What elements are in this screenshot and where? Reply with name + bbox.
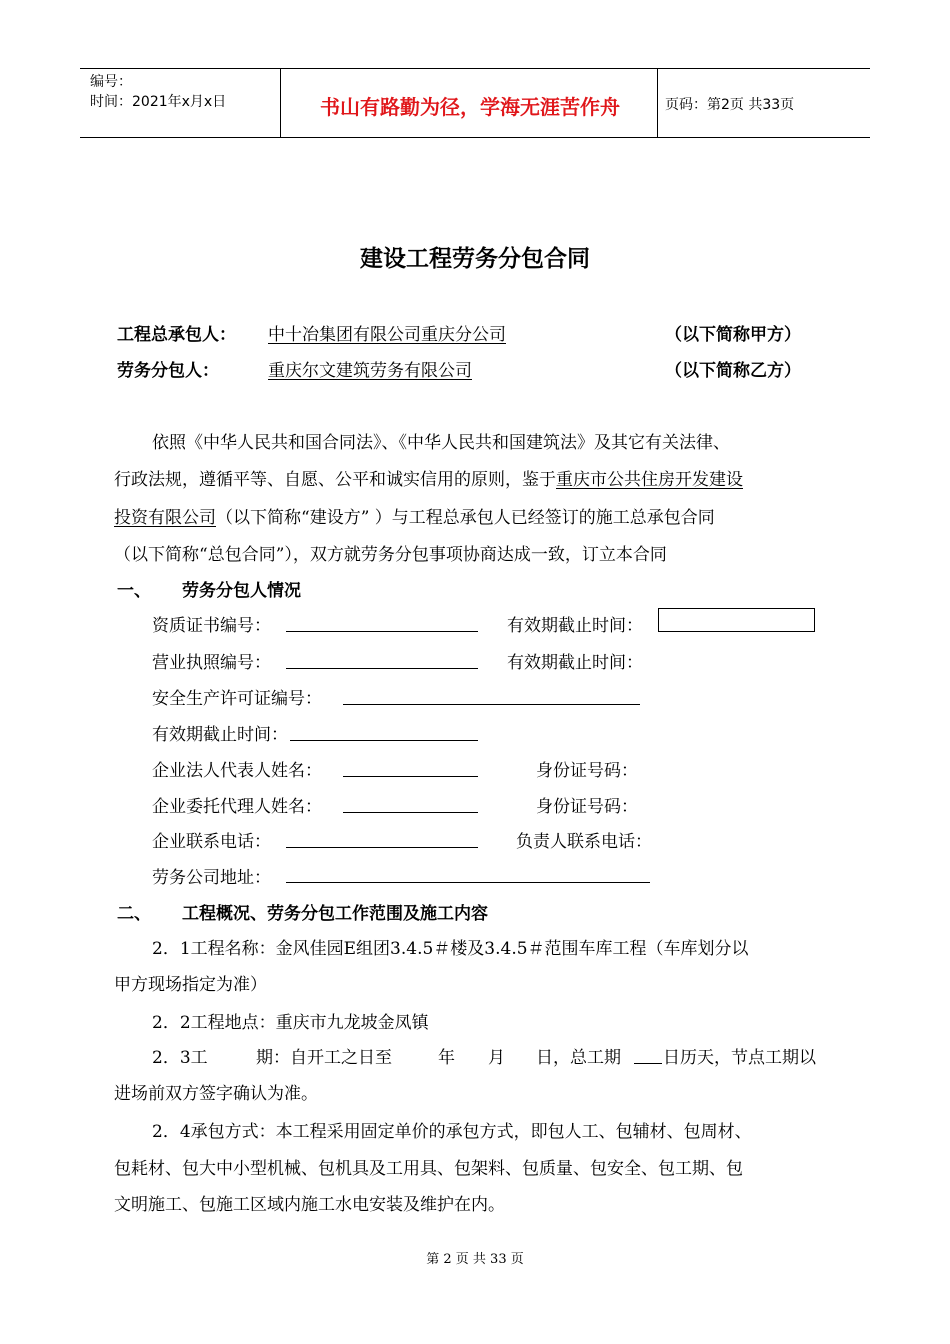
- legal-rep-id-label: 身份证号码：: [536, 761, 638, 781]
- agent-blank[interactable]: [343, 812, 478, 813]
- phone-blank[interactable]: [286, 847, 478, 848]
- total-days-blank[interactable]: [634, 1063, 662, 1064]
- section1-title: 劳务分包人情况: [182, 581, 301, 601]
- intro-text: 行政法规，遵循平等、自愿、公平和诚实信用的原则，鉴于: [114, 470, 556, 490]
- agent-label: 企业委托代理人姓名：: [152, 797, 322, 817]
- intro-line-2: [114, 465, 743, 490]
- party-a-label: 工程总承包人：: [117, 325, 236, 345]
- date-label: 时间：2021年x月x日: [90, 94, 227, 110]
- header-divider: [280, 69, 281, 137]
- cert-no-blank[interactable]: [286, 631, 478, 632]
- header-page-info: 页码：第2页 共33页: [665, 97, 795, 113]
- header-motto: 书山有路勤为径，学海无涯苦作舟: [320, 95, 620, 119]
- address-blank[interactable]: [286, 882, 650, 883]
- clause-2-3-rest: 日，总工期: [536, 1048, 621, 1068]
- clause-2-3-text: 期：自开工之日至: [256, 1048, 392, 1068]
- document-title: 建设工程劳务分包合同: [360, 245, 590, 272]
- clause-2-1-line1: 2．1工程名称：金风佳园E组团3.4.5＃楼及3.4.5＃范围车库工程（车库划分以: [152, 939, 749, 959]
- section1-number: 一、: [117, 581, 151, 601]
- license-expiry-label: 有效期截止时间：: [507, 653, 643, 673]
- party-b-alias: （以下简称乙方）: [665, 361, 801, 381]
- clause-2-2: 2．2工程地点：重庆市九龙坡金凤镇: [152, 1013, 429, 1033]
- serial-label: 编号：: [90, 74, 132, 90]
- intro-text: （以下简称“建设方” ）与工程总承包人已经签订的施工总承包合同: [216, 508, 715, 528]
- page-header: [80, 68, 870, 138]
- intro-line-1: 依照《中华人民共和国合同法》、《中华人民共和国建筑法》及其它有关法律、: [152, 433, 730, 453]
- license-no-blank[interactable]: [286, 668, 478, 669]
- clause-2-1-line2: 甲方现场指定为准）: [114, 975, 267, 995]
- address-label: 劳务公司地址：: [152, 868, 271, 888]
- agent-id-label: 身份证号码：: [536, 797, 638, 817]
- clause-2-4-line3: 文明施工、包施工区域内施工水电安装及维护在内。: [114, 1195, 505, 1215]
- party-a-alias: （以下简称甲方）: [665, 325, 801, 345]
- manager-phone-label: 负责人联系电话：: [516, 832, 652, 852]
- header-meta: [90, 72, 226, 112]
- builder-name-part2: 投资有限公司: [114, 508, 216, 528]
- safety-permit-label: 安全生产许可证编号：: [152, 689, 322, 709]
- page-footer: 第 2 页 共 33 页: [426, 1252, 524, 1267]
- clause-2-3-month: 月: [488, 1048, 505, 1068]
- clause-2-3-tail: 日历天，节点工期以: [663, 1048, 816, 1068]
- clause-2-3-label: 2．3工: [152, 1048, 208, 1068]
- clause-2-4-line2: 包耗材、包大中小型机械、包机具及工用具、包架料、包质量、包安全、包工期、包: [114, 1159, 743, 1179]
- safety-expiry-blank[interactable]: [290, 740, 478, 741]
- section2-number: 二、: [117, 904, 151, 924]
- party-a-name: 中十冶集团有限公司重庆分公司: [268, 325, 506, 345]
- cert-expiry-label: 有效期截止时间：: [507, 616, 643, 636]
- clause-2-4-line1: 2．4承包方式：本工程采用固定单价的承包方式，即包人工、包辅材、包周材、: [152, 1122, 752, 1142]
- license-no-label: 营业执照编号：: [152, 653, 271, 673]
- intro-line-3: [114, 503, 715, 528]
- cert-no-label: 资质证书编号：: [152, 616, 271, 636]
- clause-2-3-line2: 进场前双方签字确认为准。: [114, 1084, 318, 1104]
- phone-label: 企业联系电话：: [152, 832, 271, 852]
- legal-rep-label: 企业法人代表人姓名：: [152, 761, 322, 781]
- builder-name-part1: 重庆市公共住房开发建设: [556, 470, 743, 490]
- safety-expiry-label: 有效期截止时间：: [152, 725, 288, 745]
- legal-rep-blank[interactable]: [343, 776, 478, 777]
- cert-expiry-field[interactable]: [658, 608, 815, 632]
- party-b-name: 重庆尔文建筑劳务有限公司: [268, 361, 472, 381]
- party-b-label: 劳务分包人：: [117, 361, 219, 381]
- intro-line-4: （以下简称“总包合同”），双方就劳务分包事项协商达成一致，订立本合同: [114, 545, 667, 565]
- safety-permit-blank[interactable]: [343, 704, 640, 705]
- clause-2-3-year: 年: [438, 1048, 455, 1068]
- header-divider: [657, 69, 658, 137]
- section2-title: 工程概况、劳务分包工作范围及施工内容: [182, 904, 488, 924]
